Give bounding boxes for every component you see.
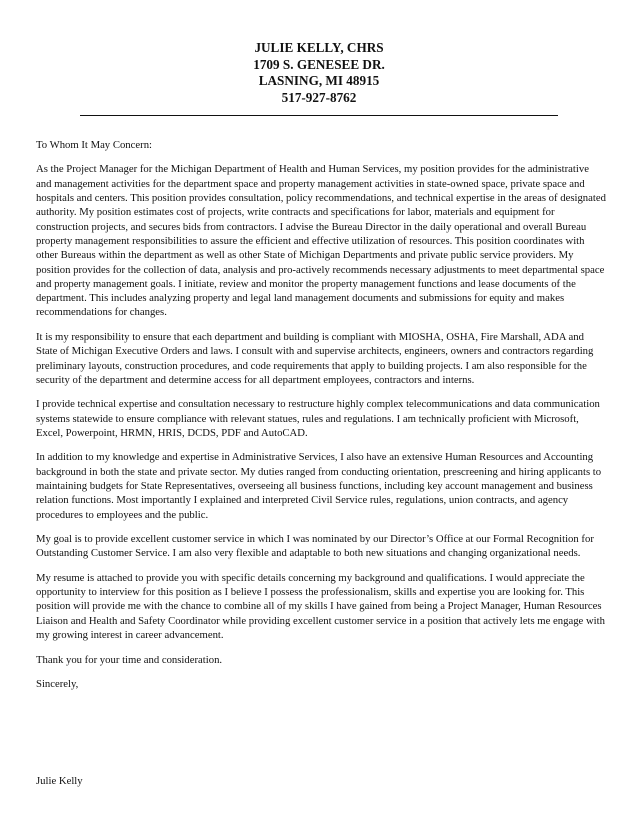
paragraph-technical: I provide technical expertise and consultation necessary to restructure highly complex telecommunications and data communication systems statewide to ensure compliance with relevant statues, rules and regulations. I am technically proficient with Microsoft, Excel, Powerpoint, HRMN, HRIS, DCDS, PDF and AutoCAD. (36, 398, 600, 439)
paragraph-goal: My goal is to provide excellent customer service in which I was nominated by our Director’s Office at our Formal Recognition for Outstanding Customer Service. I am also very flexible and adaptable to both new situations and changing organizational needs. (36, 533, 594, 560)
sender-name: JULIE KELLY, CHRS (254, 40, 384, 55)
paragraph-compliance: It is my responsibility to ensure that each department and building is compliant with MIOSHA, OSHA, Fire Marshall, ADA and State of Michigan Executive Orders and laws. I consult with and supervise architects, engineers, owners and contractors regarding preliminary layouts, construction procedures, and code requirements that apply to building projects. I am also responsible for the security of the department and determine access for all department employees, contractors and interns. (36, 330, 594, 386)
header-divider (80, 115, 558, 116)
sender-street: 1709 S. GENESEE DR. (253, 56, 385, 72)
paragraph-background: In addition to my knowledge and expertise in Administrative Services, I also have an extensive Human Resources and Accounting background in both the state and private sector. My duties ranged from conducting orientation, prescreening and hiring applicants to maintaining budgets for State Representatives, overseeing all business functions, including key account management and business relation functions. Most importantly I explained and interpreted Civil Service rules, regulations, union contracts, and agency procedures to employees and the public. (36, 451, 602, 521)
closing: Sincerely, (36, 678, 79, 690)
paragraph-thanks: Thank you for your time and consideration. (36, 653, 223, 666)
salutation: To Whom It May Concern: (36, 139, 153, 151)
letter-body (36, 138, 606, 700)
sender-city: LASNING, MI 48915 (258, 73, 380, 88)
letterhead (0, 40, 638, 106)
paragraph-resume: My resume is attached to provide you with specific details concerning my background and qualifications. I would appreciate the opportunity to interview for this position as I believe I possess the professionalism, skills and expertise you are looking for. This position will provide me with the chance to combine all of my skills I have gained from being a Project Manager, Human Resources Liaison and Health and Safety Coordinator while providing excellent customer service in a position that actively lets me engage with my growing interest in career advancement. (36, 571, 605, 642)
sender-phone: 517-927-8762 (281, 89, 357, 105)
paragraph-role: As the Project Manager for the Michigan Department of Health and Human Services, my position provides for the administrative and management activities for the department space and property management activities in state-owned space, private space and hospitals and centers. This position provides consultation, policy recommendations, and technical expertise in the areas of designated authority. My position estimates cost of projects, write contracts and specifications for labor, materials and equipment for construction projects, and secures bids from contractors. I advise the Bureau Director in the daily operational and overall Bureau property management responsibilities to assure the efficient and effective utilization of resources. This position coordinates with other Bureaus within the department as well as other State of Michigan Departments and private public service providers. My position provides for the collection of data, analysis and pro-actively recommends necessary adjustments to meet departmental space and property management goals. I initiate, review and monitor the property management functions and lease documents of the department. This includes analyzing property and legal land management documents and submissions for equity and makes recommendations for changes. (36, 163, 606, 319)
signature-name: Julie Kelly (36, 775, 83, 787)
